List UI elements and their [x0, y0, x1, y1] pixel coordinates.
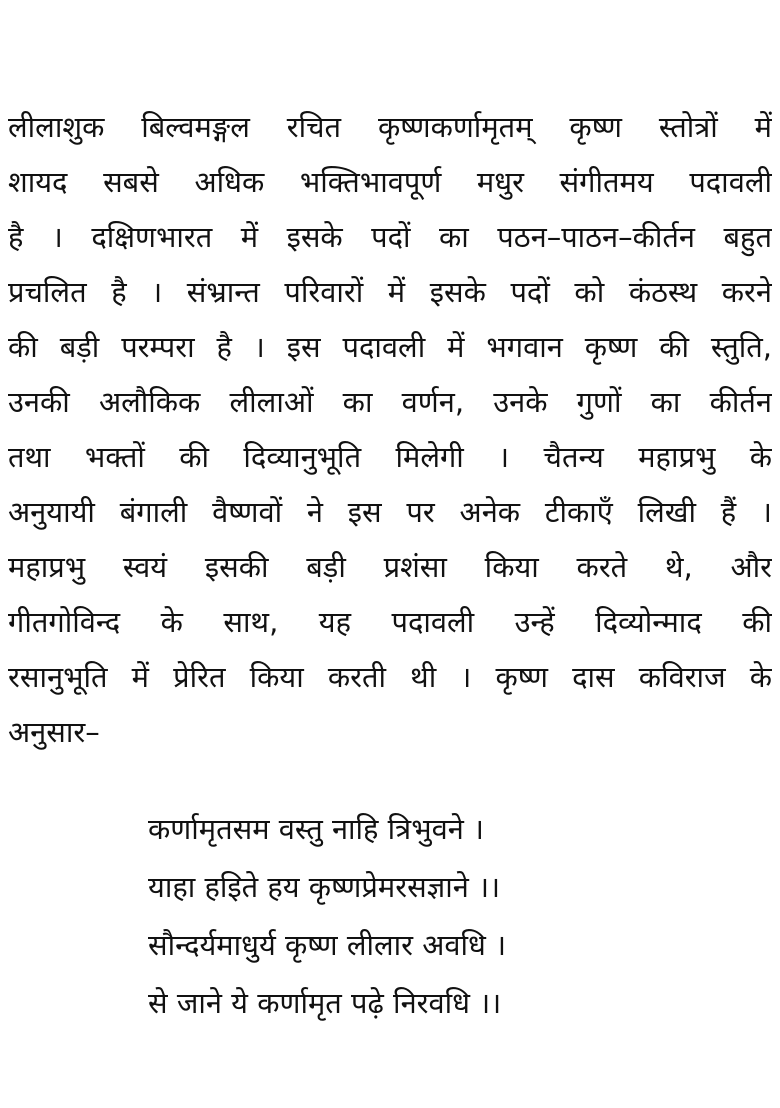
- body-paragraph: [8, 100, 772, 760]
- paragraph-line: अनुसार–: [8, 715, 100, 749]
- verse-line: से जाने ये कर्णामृत पढ़े निरवधि ।।: [148, 986, 502, 1020]
- paragraph-line: की बड़ी परम्परा है । इस पदावली में भगवान कृष्ण की स्तुति,: [8, 330, 772, 364]
- paragraph-line: रसानुभूति में प्रेरित किया करती थी । कृष्ण दास कविराज के: [8, 660, 772, 694]
- paragraph-line: गीतगोविन्द के साथ, यह पदावली उन्हें दिव्योन्माद की: [8, 605, 772, 639]
- paragraph-line: है । दक्षिणभारत में इसके पदों का पठन–पाठन–कीर्तन बहुत: [8, 220, 772, 254]
- paragraph-line: अनुयायी बंगाली वैष्णवों ने इस पर अनेक टीकाएँ लिखी हैं ।: [8, 495, 772, 529]
- paragraph-line: उनकी अलौकिक लीलाओं का वर्णन, उनके गुणों का कीर्तन: [8, 385, 772, 419]
- verse-line: सौन्दर्यमाधुर्य कृष्ण लीलार अवधि ।: [148, 928, 507, 962]
- paragraph-line: तथा भक्तों की दिव्यानुभूति मिलेगी । चैतन्य महाप्रभु के: [8, 440, 772, 474]
- verse-line: कर्णामृतसम वस्तु नाहि त्रिभुवने ।: [148, 812, 485, 846]
- paragraph-line: महाप्रभु स्वयं इसकी बड़ी प्रशंसा किया करते थे, और: [8, 550, 772, 584]
- verse-block: [148, 800, 748, 1032]
- paragraph-line: प्रचलित है । संभ्रान्त परिवारों में इसके पदों को कंठस्थ करने: [8, 275, 772, 309]
- verse-line: याहा हइिते हय कृष्णप्रेमरसज्ञाने ।।: [148, 870, 501, 904]
- paragraph-line: शायद सबसे अधिक भक्तिभावपूर्ण मधुर संगीतमय पदावली: [8, 165, 772, 199]
- paragraph-line: लीलाशुक बिल्वमङ्गल रचित कृष्णकर्णामृतम् कृष्ण स्तोत्रों में: [8, 110, 772, 144]
